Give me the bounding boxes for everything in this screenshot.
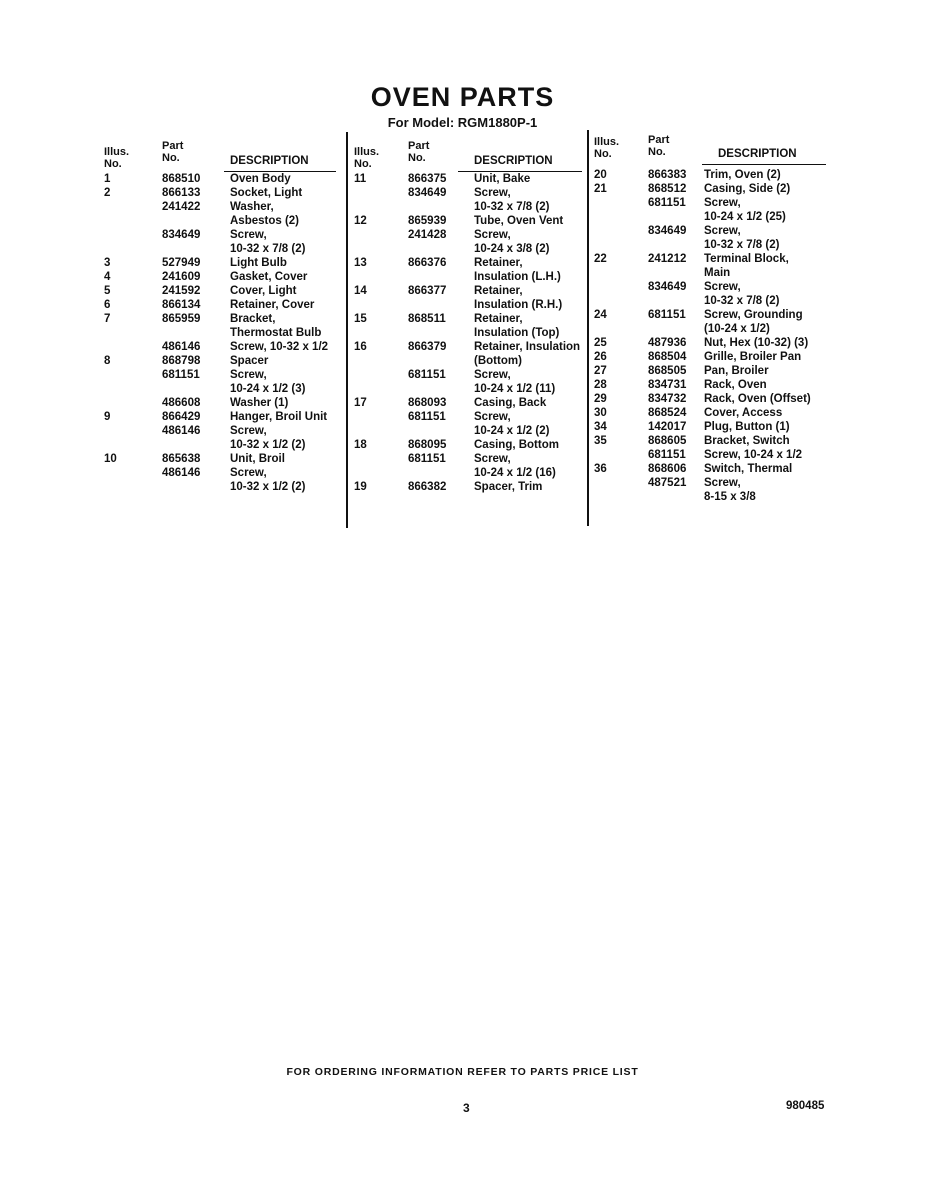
parts-column-1 bbox=[104, 138, 336, 494]
parts-row bbox=[354, 284, 586, 312]
part-no: 681151 bbox=[162, 369, 200, 381]
illus-no bbox=[104, 396, 162, 410]
parts-row bbox=[104, 312, 336, 340]
illus-no: 28 bbox=[594, 379, 607, 391]
illus-no: 14 bbox=[354, 285, 367, 297]
parts-row bbox=[594, 462, 830, 476]
part-description: Screw, 10-24 x 1/2 (25) bbox=[704, 197, 786, 223]
part-no: 868511 bbox=[408, 313, 446, 325]
part-no: 487936 bbox=[648, 337, 687, 349]
model-subtitle: For Model: RGM1880P-1 bbox=[387, 115, 538, 130]
part-no: 868505 bbox=[648, 365, 687, 377]
part-no: 866429 bbox=[162, 411, 201, 423]
part-description: Screw, 10-24 x 1/2 bbox=[704, 449, 803, 461]
part-description: Washer (1) bbox=[230, 397, 289, 409]
illus-no: 4 bbox=[104, 271, 111, 283]
illus-no bbox=[354, 228, 408, 256]
illus-no bbox=[104, 340, 162, 354]
parts-row bbox=[594, 406, 830, 420]
illus-no: 24 bbox=[594, 309, 607, 321]
part-description: Screw, 10-24 x 1/2 (16) bbox=[474, 453, 556, 479]
illus-no bbox=[594, 196, 648, 224]
column-header bbox=[104, 138, 336, 172]
parts-row bbox=[354, 410, 586, 438]
parts-row bbox=[104, 256, 336, 270]
part-description: Screw, 10-32 x 1/2 bbox=[230, 341, 329, 353]
part-no: 866377 bbox=[408, 285, 447, 297]
column-header bbox=[354, 138, 586, 172]
parts-row bbox=[104, 172, 336, 186]
illus-no: 5 bbox=[104, 285, 111, 297]
illus-no bbox=[594, 448, 648, 462]
column-divider bbox=[587, 130, 589, 526]
part-description: Tube, Oven Vent bbox=[474, 215, 564, 227]
illus-no: 3 bbox=[104, 257, 111, 269]
illus-no: 26 bbox=[594, 351, 607, 363]
part-description: Screw, 10-24 x 1/2 (2) bbox=[474, 411, 550, 437]
parts-row bbox=[594, 434, 830, 448]
part-no: 868504 bbox=[648, 351, 687, 363]
header-description: DESCRIPTION bbox=[230, 155, 309, 167]
part-description: Retainer, Cover bbox=[230, 299, 315, 311]
parts-row bbox=[594, 378, 830, 392]
part-no: 865939 bbox=[408, 215, 447, 227]
header-underline bbox=[702, 164, 826, 165]
part-description: Rack, Oven (Offset) bbox=[704, 393, 811, 405]
parts-row bbox=[354, 340, 586, 368]
part-no: 834649 bbox=[162, 229, 201, 241]
illus-no: 22 bbox=[594, 253, 607, 265]
part-description: Cover, Light bbox=[230, 285, 297, 297]
illus-no: 25 bbox=[594, 337, 607, 349]
part-no: 868606 bbox=[648, 463, 687, 475]
parts-row bbox=[594, 224, 830, 252]
page-number: 3 bbox=[463, 1101, 470, 1115]
parts-rows bbox=[104, 172, 336, 494]
parts-row bbox=[354, 368, 586, 396]
illus-no bbox=[594, 224, 648, 252]
parts-row bbox=[354, 438, 586, 452]
part-no: 868093 bbox=[408, 397, 447, 409]
part-no: 486608 bbox=[162, 397, 201, 409]
parts-row bbox=[354, 480, 586, 494]
part-no: 834649 bbox=[648, 225, 687, 237]
part-description: Gasket, Cover bbox=[230, 271, 308, 283]
part-no: 241592 bbox=[162, 285, 201, 297]
illus-no: 29 bbox=[594, 393, 607, 405]
part-description: Socket, Light bbox=[230, 187, 303, 199]
header-part-no: Part No. bbox=[162, 140, 184, 164]
part-no: 866379 bbox=[408, 341, 447, 353]
illus-no: 20 bbox=[594, 169, 607, 181]
illus-no: 30 bbox=[594, 407, 607, 419]
header-part-no: Part No. bbox=[408, 140, 430, 164]
part-description: Screw, 10-32 x 7/8 (2) bbox=[704, 281, 780, 307]
part-no: 866383 bbox=[648, 169, 687, 181]
parts-row bbox=[354, 256, 586, 284]
illus-no bbox=[104, 228, 162, 256]
part-no: 868512 bbox=[648, 183, 687, 195]
header-description: DESCRIPTION bbox=[718, 148, 797, 160]
parts-rows bbox=[354, 172, 586, 494]
illus-no bbox=[594, 476, 648, 504]
part-description: Hanger, Broil Unit bbox=[230, 411, 328, 423]
header-part-no: Part No. bbox=[648, 134, 670, 158]
parts-row bbox=[354, 452, 586, 480]
part-no: 527949 bbox=[162, 257, 201, 269]
part-description: Unit, Bake bbox=[474, 173, 531, 185]
part-no: 142017 bbox=[648, 421, 687, 433]
part-description: Switch, Thermal bbox=[704, 463, 793, 475]
part-description: Retainer, Insulation (Top) bbox=[474, 313, 560, 339]
parts-row bbox=[594, 364, 830, 378]
parts-row bbox=[594, 182, 830, 196]
part-no: 866375 bbox=[408, 173, 447, 185]
column-header bbox=[594, 134, 830, 172]
part-no: 866133 bbox=[162, 187, 201, 199]
parts-row bbox=[104, 228, 336, 256]
parts-row bbox=[594, 168, 830, 182]
part-description: Casing, Side (2) bbox=[704, 183, 791, 195]
illus-no: 17 bbox=[354, 397, 367, 409]
part-no: 486146 bbox=[162, 341, 201, 353]
part-no: 681151 bbox=[408, 453, 446, 465]
parts-row bbox=[354, 186, 586, 214]
part-description: Rack, Oven bbox=[704, 379, 767, 391]
parts-row bbox=[104, 270, 336, 284]
part-description: Bracket, Switch bbox=[704, 435, 790, 447]
part-description: Screw, 10-24 x 1/2 (3) bbox=[230, 369, 306, 395]
illus-no bbox=[104, 200, 162, 228]
parts-row bbox=[104, 284, 336, 298]
illus-no: 21 bbox=[594, 183, 607, 195]
part-no: 241422 bbox=[162, 201, 201, 213]
parts-rows bbox=[594, 168, 830, 504]
header-illus-no: Illus. No. bbox=[104, 146, 130, 170]
part-description: Bracket, Thermostat Bulb bbox=[230, 313, 322, 339]
part-no: 868798 bbox=[162, 355, 201, 367]
part-description: Nut, Hex (10-32) (3) bbox=[704, 337, 809, 349]
illus-no: 19 bbox=[354, 481, 367, 493]
part-no: 486146 bbox=[162, 425, 201, 437]
parts-row bbox=[104, 466, 336, 494]
parts-row bbox=[104, 340, 336, 354]
parts-row bbox=[104, 368, 336, 396]
parts-row bbox=[594, 280, 830, 308]
ordering-note: FOR ORDERING INFORMATION REFER TO PARTS PRICE LIST bbox=[286, 1066, 639, 1078]
illus-no: 36 bbox=[594, 463, 607, 475]
illus-no: 12 bbox=[354, 215, 367, 227]
illus-no: 27 bbox=[594, 365, 607, 377]
part-description: Washer, Asbestos (2) bbox=[230, 201, 300, 227]
illus-no: 18 bbox=[354, 439, 367, 451]
parts-column-3 bbox=[594, 134, 830, 504]
illus-no: 13 bbox=[354, 257, 367, 269]
part-description: Retainer, Insulation (R.H.) bbox=[474, 285, 563, 311]
part-no: 866134 bbox=[162, 299, 201, 311]
illus-no: 7 bbox=[104, 313, 111, 325]
part-description: Screw, 10-24 x 1/2 (11) bbox=[474, 369, 556, 395]
part-no: 868510 bbox=[162, 173, 201, 185]
illus-no: 9 bbox=[104, 411, 111, 423]
part-description: Screw, 10-32 x 7/8 (2) bbox=[474, 187, 550, 213]
part-description: Spacer bbox=[230, 355, 269, 367]
illus-no bbox=[354, 186, 408, 214]
part-no: 681151 bbox=[408, 369, 446, 381]
parts-row bbox=[354, 172, 586, 186]
illus-no bbox=[354, 368, 408, 396]
parts-column-2 bbox=[354, 138, 586, 494]
parts-row bbox=[354, 312, 586, 340]
parts-row bbox=[104, 424, 336, 452]
parts-row bbox=[104, 298, 336, 312]
part-no: 487521 bbox=[648, 477, 687, 489]
illus-no: 11 bbox=[354, 173, 367, 185]
parts-row bbox=[594, 308, 830, 336]
part-description: Casing, Back bbox=[474, 397, 547, 409]
header-illus-no: Illus. No. bbox=[594, 136, 620, 160]
parts-row bbox=[104, 410, 336, 424]
illus-no: 2 bbox=[104, 187, 111, 199]
document-number: 980485 bbox=[786, 1100, 825, 1112]
parts-row bbox=[594, 252, 830, 280]
part-description: Screw, 10-32 x 7/8 (2) bbox=[704, 225, 780, 251]
part-no: 241428 bbox=[408, 229, 447, 241]
part-no: 868605 bbox=[648, 435, 687, 447]
part-description: Trim, Oven (2) bbox=[704, 169, 781, 181]
illus-no: 10 bbox=[104, 453, 117, 465]
part-description: Grille, Broiler Pan bbox=[704, 351, 802, 363]
parts-row bbox=[594, 448, 830, 462]
part-description: Retainer, Insulation (L.H.) bbox=[474, 257, 561, 283]
part-no: 868524 bbox=[648, 407, 687, 419]
part-no: 681151 bbox=[648, 197, 686, 209]
illus-no: 16 bbox=[354, 341, 367, 353]
part-description: Spacer, Trim bbox=[474, 481, 543, 493]
header-description: DESCRIPTION bbox=[474, 155, 553, 167]
part-description: Screw, 10-24 x 3/8 (2) bbox=[474, 229, 550, 255]
part-description: Screw, 8-15 x 3/8 bbox=[704, 477, 756, 503]
part-description: Cover, Access bbox=[704, 407, 783, 419]
illus-no bbox=[354, 452, 408, 480]
part-description: Screw, 10-32 x 7/8 (2) bbox=[230, 229, 306, 255]
part-description: Pan, Broiler bbox=[704, 365, 769, 377]
part-no: 834649 bbox=[648, 281, 687, 293]
part-no: 241212 bbox=[648, 253, 687, 265]
illus-no bbox=[104, 368, 162, 396]
parts-row bbox=[104, 396, 336, 410]
part-description: Screw, 10-32 x 1/2 (2) bbox=[230, 467, 306, 493]
parts-row bbox=[104, 200, 336, 228]
illus-no bbox=[354, 410, 408, 438]
illus-no: 34 bbox=[594, 421, 607, 433]
part-no: 241609 bbox=[162, 271, 201, 283]
part-description: Screw, Grounding (10-24 x 1/2) bbox=[704, 309, 803, 335]
part-description: Retainer, Insulation (Bottom) bbox=[474, 341, 581, 367]
part-description: Screw, 10-32 x 1/2 (2) bbox=[230, 425, 306, 451]
parts-row bbox=[594, 350, 830, 364]
part-no: 868095 bbox=[408, 439, 447, 451]
parts-row bbox=[104, 354, 336, 368]
illus-no: 35 bbox=[594, 435, 607, 447]
illus-no bbox=[104, 424, 162, 452]
part-description: Light Bulb bbox=[230, 257, 287, 269]
parts-row bbox=[354, 396, 586, 410]
part-no: 681151 bbox=[648, 309, 686, 321]
column-divider bbox=[346, 132, 348, 528]
parts-row bbox=[594, 196, 830, 224]
parts-row bbox=[594, 476, 830, 504]
parts-row bbox=[594, 420, 830, 434]
part-no: 865959 bbox=[162, 313, 201, 325]
illus-no bbox=[104, 466, 162, 494]
part-description: Casing, Bottom bbox=[474, 439, 559, 451]
part-no: 681151 bbox=[408, 411, 446, 423]
part-no: 866382 bbox=[408, 481, 447, 493]
part-description: Oven Body bbox=[230, 173, 291, 185]
part-no: 866376 bbox=[408, 257, 447, 269]
illus-no: 1 bbox=[104, 173, 111, 185]
part-no: 865638 bbox=[162, 453, 201, 465]
illus-no: 8 bbox=[104, 355, 111, 367]
illus-no bbox=[594, 280, 648, 308]
part-no: 486146 bbox=[162, 467, 201, 479]
parts-row bbox=[354, 228, 586, 256]
header-illus-no: Illus. No. bbox=[354, 146, 380, 170]
parts-row bbox=[104, 186, 336, 200]
parts-row bbox=[354, 214, 586, 228]
illus-no: 15 bbox=[354, 313, 367, 325]
part-no: 681151 bbox=[648, 449, 686, 461]
part-no: 834731 bbox=[648, 379, 687, 391]
part-description: Terminal Block, Main bbox=[704, 253, 789, 279]
illus-no: 6 bbox=[104, 299, 111, 311]
parts-row bbox=[594, 336, 830, 350]
parts-row bbox=[104, 452, 336, 466]
part-no: 834649 bbox=[408, 187, 447, 199]
page-title: OVEN PARTS bbox=[370, 82, 555, 112]
part-description: Unit, Broil bbox=[230, 453, 285, 465]
part-description: Plug, Button (1) bbox=[704, 421, 790, 433]
part-no: 834732 bbox=[648, 393, 687, 405]
parts-row bbox=[594, 392, 830, 406]
